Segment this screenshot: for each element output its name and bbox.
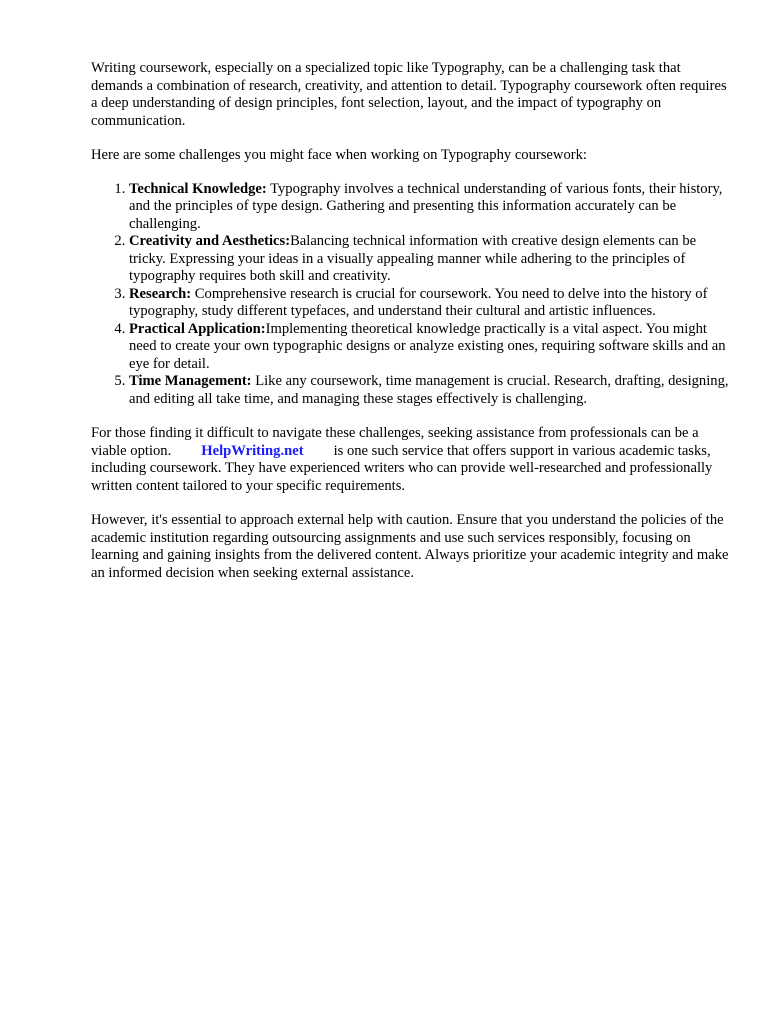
- challenge-text: Comprehensive research is crucial for coursework. You need to delve into the history of typography, study different typefaces, and understand their cultural and artistic influences.: [129, 285, 708, 319]
- closing-paragraph: However, it's essential to approach external help with caution. Ensure that you understand the policies of the academic institution regarding outsourcing assignments and use such services responsibly, focusing on learning and gaining insights from the delivered content. Always prioritize your academic integrity and make an informed decision when seeking external assistance.: [91, 512, 729, 581]
- assistance-paragraph: [91, 425, 731, 495]
- challenge-text: Implementing theoretical knowledge practically is a vital aspect. You might need to create your own typographic designs or analyze existing ones, requiring software skills and an eye for detail.: [129, 320, 726, 372]
- list-item: [129, 321, 731, 374]
- challenge-term: Technical Knowledge:: [129, 180, 267, 197]
- lead-in-paragraph: Here are some challenges you might face when working on Typography coursework:: [91, 147, 587, 163]
- challenge-text: Typography involves a technical understanding of various fonts, their history, and the principles of type design. Gathering and presenting this information accurately can be challenging.: [129, 180, 723, 232]
- challenge-term: Practical Application:: [129, 320, 266, 337]
- challenge-text: Balancing technical information with creative design elements can be tricky. Expressing your ideas in a visually appealing manner while adhering to the principles of typography requires both skill and creativity.: [129, 233, 697, 284]
- challenge-term: Research:: [129, 285, 192, 302]
- list-item: [129, 286, 731, 321]
- challenge-term: Creativity and Aesthetics:: [129, 233, 291, 249]
- list-item: [129, 373, 731, 408]
- challenges-list: [91, 181, 731, 409]
- helpwriting-link[interactable]: HelpWriting.net: [201, 442, 304, 459]
- list-item: [129, 233, 731, 286]
- intro-paragraph: Writing coursework, especially on a specialized topic like Typography, can be a challenging task that demands a combination of research, creativity, and attention to detail. Typography coursework often requires a deep understanding of design principles, font selection, layout, and the impact of typography on communication.: [91, 60, 727, 129]
- challenge-text: Like any coursework, time management is crucial. Research, drafting, designing, and editing all take time, and managing these stages effectively is challenging.: [129, 373, 729, 407]
- assistance-text-after: is one such service that offers support in various academic tasks, including coursework. They have experienced writers who can provide well-researched and professionally written content tailored to your specific requirements.: [91, 442, 713, 494]
- list-item: [129, 181, 731, 234]
- challenge-term: Time Management:: [129, 373, 252, 389]
- assistance-text-before: For those finding it difficult to navigate these challenges, seeking assistance from professionals can be a viable option.: [91, 425, 699, 459]
- document-page: [91, 60, 731, 599]
